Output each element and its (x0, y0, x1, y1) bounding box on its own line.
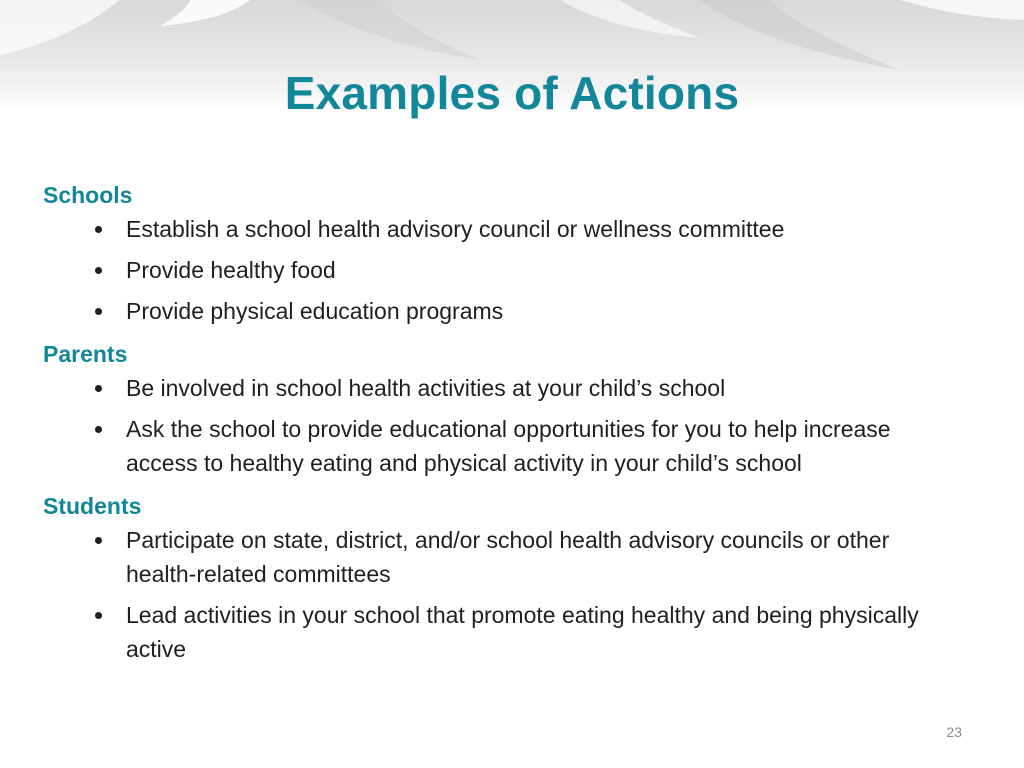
section-heading: Students (43, 493, 142, 519)
section-students (43, 487, 963, 666)
bullet-icon (95, 537, 102, 544)
bullet-icon (95, 612, 102, 619)
bullet-text: Provide physical education programs (126, 298, 504, 324)
bullet-list (43, 371, 963, 480)
bullet-text: Lead activities in your school that promote eating healthy and being physically active (126, 602, 919, 662)
bullet-text: Establish a school health advisory council or wellness committee (126, 216, 785, 242)
bullet-item (43, 294, 963, 328)
bullet-icon (95, 426, 102, 433)
bullet-item (43, 253, 963, 287)
bullet-item (43, 598, 963, 666)
section-heading: Parents (43, 341, 128, 367)
page-number: 23 (946, 724, 962, 740)
slide-title: Examples of Actions (284, 67, 740, 119)
bullet-item (43, 523, 963, 591)
section-parents (43, 335, 963, 480)
bullet-item (43, 371, 963, 405)
bullet-icon (95, 226, 102, 233)
bullet-item (43, 412, 963, 480)
bullet-item (43, 212, 963, 246)
bullet-icon (95, 267, 102, 274)
section-heading: Schools (43, 182, 133, 208)
bullet-text: Be involved in school health activities at your child’s school (126, 375, 726, 401)
bullet-list (43, 523, 963, 666)
bullet-text: Provide healthy food (126, 257, 336, 283)
bullet-list (43, 212, 963, 328)
bullet-text: Ask the school to provide educational opportunities for you to help increase access to healthy eating and physical activity in your child’s school (126, 416, 891, 476)
slide-content (43, 176, 963, 673)
bullet-icon (95, 308, 102, 315)
bullet-icon (95, 385, 102, 392)
bullet-text: Participate on state, district, and/or school health advisory councils or other health-related committees (126, 527, 890, 587)
section-schools (43, 176, 963, 328)
